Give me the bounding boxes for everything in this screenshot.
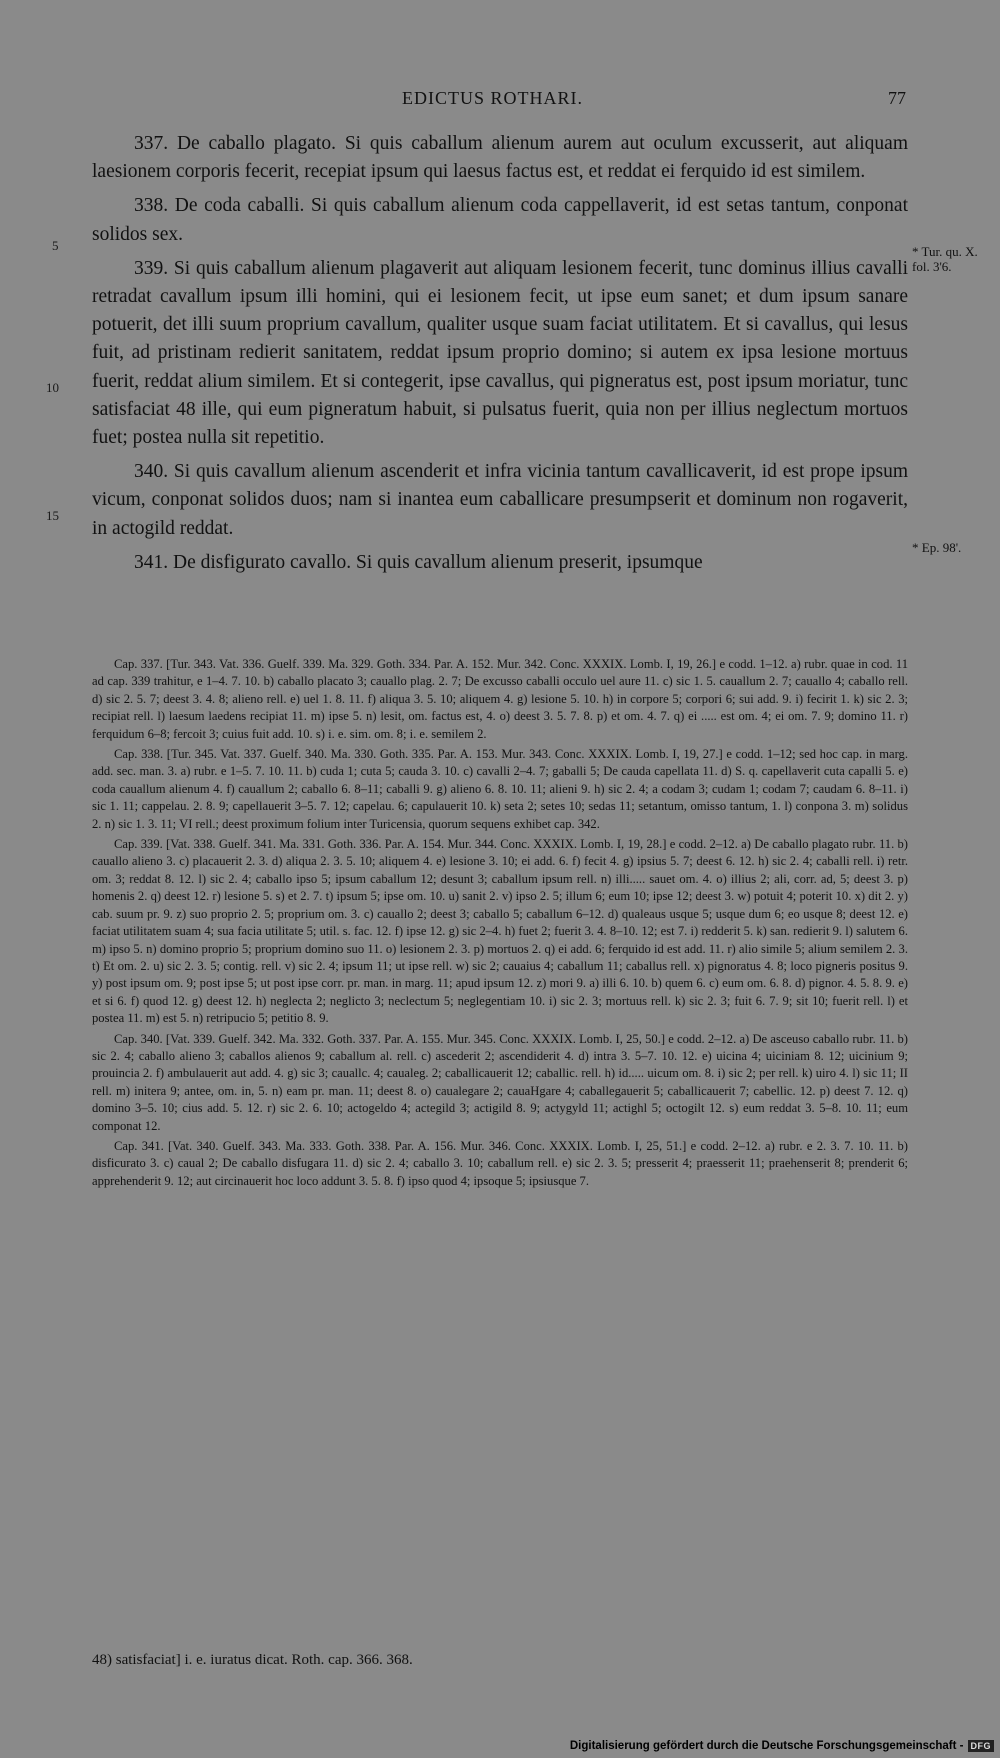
page-header [0,88,1000,118]
margin-note: * Ep. 98'. [912,540,962,555]
apparatus-cap-341: Cap. 341. [Vat. 340. Guelf. 343. Ma. 333. Goth. 338. Par. A. 156. Mur. 346. Conc. XXXIX. Lomb. I, 25, 51.] e codd. 2–12. a) rubr. e 2. 3. 7. 10. 11. b) disficurato 3. c) caual 2; De caballo disfugara 11. d) sic 2. 4; caballo 3. 10; caballum rell. e) sic 2. 3. 5; presserit 4; praesserit 11; praehenserit 8; prenderit 6; apprehenderit 9. 12; aut circinauerit hoc loco addunt 3. 5. 8. f) ipso quod 4; ipsoque 5; ipsiusque 7. [92,1138,908,1188]
dfg-logo: DFG [968,1740,995,1752]
main-text [92,130,908,583]
margin-note: * Tur. qu. X. fol. 3'6. [912,244,978,274]
chapter-341: 341. De disfigurato cavallo. Si quis cavallum alienum preserit, ipsumque [134,551,703,573]
digitization-credit [570,1740,994,1752]
chapter-339: 339. Si quis caballum alienum plagaverit aut aliquam lesionem fecerit, tunc dominus illius cavalli retradat cavallum ipsum illi homini, qui ei lesionem fecit, ut ipse eum sanet; et dum ipsum sanare potuerit, det illi suum proprium cavallum, qualiter usque suam faciat utilitatem. Et si cavallus, qui lesus fuit, ad pristinam redierit sanitatem, reddat ipsum proprio domino; si autem ex ipsa lesione mortuus fuerit, reddat alium similem. Et si contegerit, ipse cavallus, qui pigneratus est, post ipsum moriatur, tunc satisfaciat 48 ille, qui eum pigneratum habuit, si pulsatus fuerit, quia non per illius neglectum mortuos fuet; postea nulla sit repetitio. [92,257,908,449]
page-number: 77 [888,88,906,108]
critical-apparatus [92,656,908,1193]
chapter-338: 338. De coda caballi. Si quis caballum alienum coda cappellaverit, id est setas tantum, conponat solidos sex. [92,195,908,245]
apparatus-cap-339: Cap. 339. [Vat. 338. Guelf. 341. Ma. 331. Goth. 336. Par. A. 154. Mur. 344. Conc. XXXIX. Lomb. I, 19, 28.] e codd. 2–12. a) De caballo plagato rubr. 11. b) cauallo alieno 3. c) placauerit 2. 3. d) aliqua 2. 3. 5. 10; aliquem 4. e) lesione 3. 10; ei add. 6. f) fecit 4. g) ipsius 5. 7; deest 6. 12. h) sic 2. 4; caballi rell. i) retr. om. 3; reddat 8. 12. l) sic 2. 4; caballo ipso 5; ipsum caballum 12; desunt 3; caballum ipsum rell. n) illi..... sauet om. 4. o) illius 2; ali, corr. ad, 5; deest 3. p) homenis 2. q) deest 12. r) lesione 5. s) et 2. 7. t) ipsum 5; ipse om. 10. u) sanit 2. v) ipso 2. 5; illum 6; eum 10; ipse 12; deest 3. w) potuit 4; poterit 10. x) dit 2. y) cab. suum pr. 9. z) suo proprio 2. 5; proprium om. 3. c) cauallo 2; deest 3; caballo 5; caballum 6–12. d) qualeaus usque 5; usque dum 6; eo usque 8; deest 12. e) faciat utilitatem suam 4; sua facia utilitate 5; util. s. fac. 12. f) ipse 12. g) sic 2–4. h) fuet 2; fuerit 3. 4. 8–10. 12; est 7. i) redderit 5. k) san. redierit 9. l) salutem 6. m) ipso 5. n) domino proprio 5; proprium domino suo 11. o) lesionem 2. 3. p) mortuos 2. q) ei add. 6; ferquido id est add. 11. r) alio simile 5; alium semilem 2. 3. t) Et om. 2. u) sic 2. 3. 5; contig. rell. v) sic 2. 4; ipsum 11; ut ipse rell. w) sic 2; cauaius 4; caballum 11; caballus rell. x) pignoratus 4. 8; loco pigneris positus 9. y) post ipsum om. 9; post ipse 5; ut post ipse corr. pr. man. in marg. 11; apud ipsum 12. z) mori 9. a) illi 6. 10. b) quem 6. c) eum om. 6. 8. d) pignor. 4. 5. 8. 9. e) et si 6. f) quod 12. g) deest 12. h) neglecta 2; neglicto 3; neclectum 5; neglegentiam 10. i) sic 2. 3; mortuus rell. k) sic 2. 3; fuit 6. 7. 9; sit 10; fuerit rell. l) et postea 11. m) est 5. n) retripucio 5; petitio 8. 9. [92,837,908,1026]
footnote: 48) satisfaciat] i. e. iuratus dicat. Roth. cap. 366. 368. [92,1652,413,1668]
chapter-340: 340. Si quis cavallum alienum ascenderit et infra vicinia tantum cavallicaverit, id est prope ipsum vicum, conponat solidos duos; nam si inantea eum caballicare presumpserit et dominum non rogaverit, in actogild reddat. [92,461,908,539]
line-number: 15 [46,508,59,523]
apparatus-cap-340: Cap. 340. [Vat. 339. Guelf. 342. Ma. 332. Goth. 337. Par. A. 155. Mur. 345. Conc. XXXIX. Lomb. I, 25, 50.] e codd. 2–12. a) De asceuso caballo rubr. 11. b) sic 2. 4; caballo alieno 3; caballos alienos 9; caballum al. rell. c) ascederit 2; ascendiderit 4. d) intra 3. 5–7. 10. 12. e) uicina 4; uiciniam 8. 12; uicinium 9; prouincia 2. f) ambulauerit aut add. 4. g) sic 3; cauallc. 4; caualeg. 2; caballicauerit 12; caballic. rell. h) id..... uicum om. 8. i) sic 2; per rell. k) uiro 4. l) sic 11; II rell. m) initera 9; antee, om. in, 5. n) eam pr. man. 11; deest 8. o) caualegare 2; cauaHgare 4; caballegauerit 5; caballicauerit 7; cabellic. 12. p) deest 7. 12. q) domino 3–5. 10; cius add. 5. 12. r) sic 2. 6. 10; actogeldo 4; actegild 3; actigild 8. 9; actygyld 11; actighl 5; octogilt 12. s) eum reddat 3. 5–8. 10. 11; eum componat 12. [92,1031,908,1133]
running-title: EDICTUS ROTHARI. [402,88,583,108]
chapter-337: 337. De caballo plagato. Si quis caballum alienum aurem aut oculum excusserit, aut aliquam laesionem corporis fecerit, recepiat ipsum qui laesus factus est, et reddat ei ferquido id est similem. [92,133,908,183]
apparatus-cap-338: Cap. 338. [Tur. 345. Vat. 337. Guelf. 340. Ma. 330. Goth. 335. Par. A. 153. Mur. 343. Conc. XXXIX. Lomb. I, 19, 27.] e codd. 1–12; sed hoc cap. in marg. add. sec. man. 3. a) rubr. e 1–5. 7. 10. 11. b) cuda 1; cuta 5; cauda 3. 10. c) cavalli 2–4. 7; gaballi 5; De cauda capellata 11. d) S. q. capellaverit cuta capalli 5. e) coda cauallum alienum 4. f) cauallum 2; caballo 6. 8–11; caballi 9. g) alieno 6. 8. 10. 11; alieni 9. h) sic 2. 4; a codam 3; cudam 1; codam 7; caudam 6. 8–11. i) sic 1. 11; cappelau. 2. 8. 9; capellauerit 3–5. 7. 12; capelau. 6; capulauerit 10. k) seta 2; setes 10; sedas 11; setantum, omisso tantum, 1. l) conpona 3. m) solidus 2. n) sic 1. 3. 11; VI rell.; deest proximum folium inter Turicensia, quorum sequens exhibet cap. 342. [92,747,908,831]
credit-text: Digitalisierung gefördert durch die Deutsche Forschungsgemeinschaft - [569,1740,964,1752]
apparatus-cap-337: Cap. 337. [Tur. 343. Vat. 336. Guelf. 339. Ma. 329. Goth. 334. Par. A. 152. Mur. 342. Conc. XXXIX. Lomb. I, 19, 26.] e codd. 1–12. a) rubr. quae in cod. 11 ad cap. 339 trahitur, e 1–4. 7. 10. b) caballo placato 3; cauallo plag. 2. 7; De excusso caballi occulo uel aure 11. c) sic 1. 5. cauallum 2. 7; cauallo 4; caballo rell. d) sic 2. 5. 7; deest 3. 4. 8; alieno rell. e) uel 1. 8. 11. f) aliqua 3. 5. 10; aliquem 4. g) lesione 5. 10. h) in corpore 5; corpori 6; sui add. 9. i) fecirit 1. k) sic 2. 3; recipiat rell. l) laesum laedens recipiat 11. m) ipse 5. n) lesit, om. factus est, 4. o) deest 3. 5. 7. 8. p) et om. 4. 7. q) ei ..... est om. 4; ei om. 7. 9; domino 11. r) ferquidum 6–8; fercoit 3; cuius fuit add. 10. s) i. e. sim. om. 8; i. e. semilem 2. [92,657,908,741]
line-number: 5 [52,238,59,253]
line-number: 10 [46,380,59,395]
